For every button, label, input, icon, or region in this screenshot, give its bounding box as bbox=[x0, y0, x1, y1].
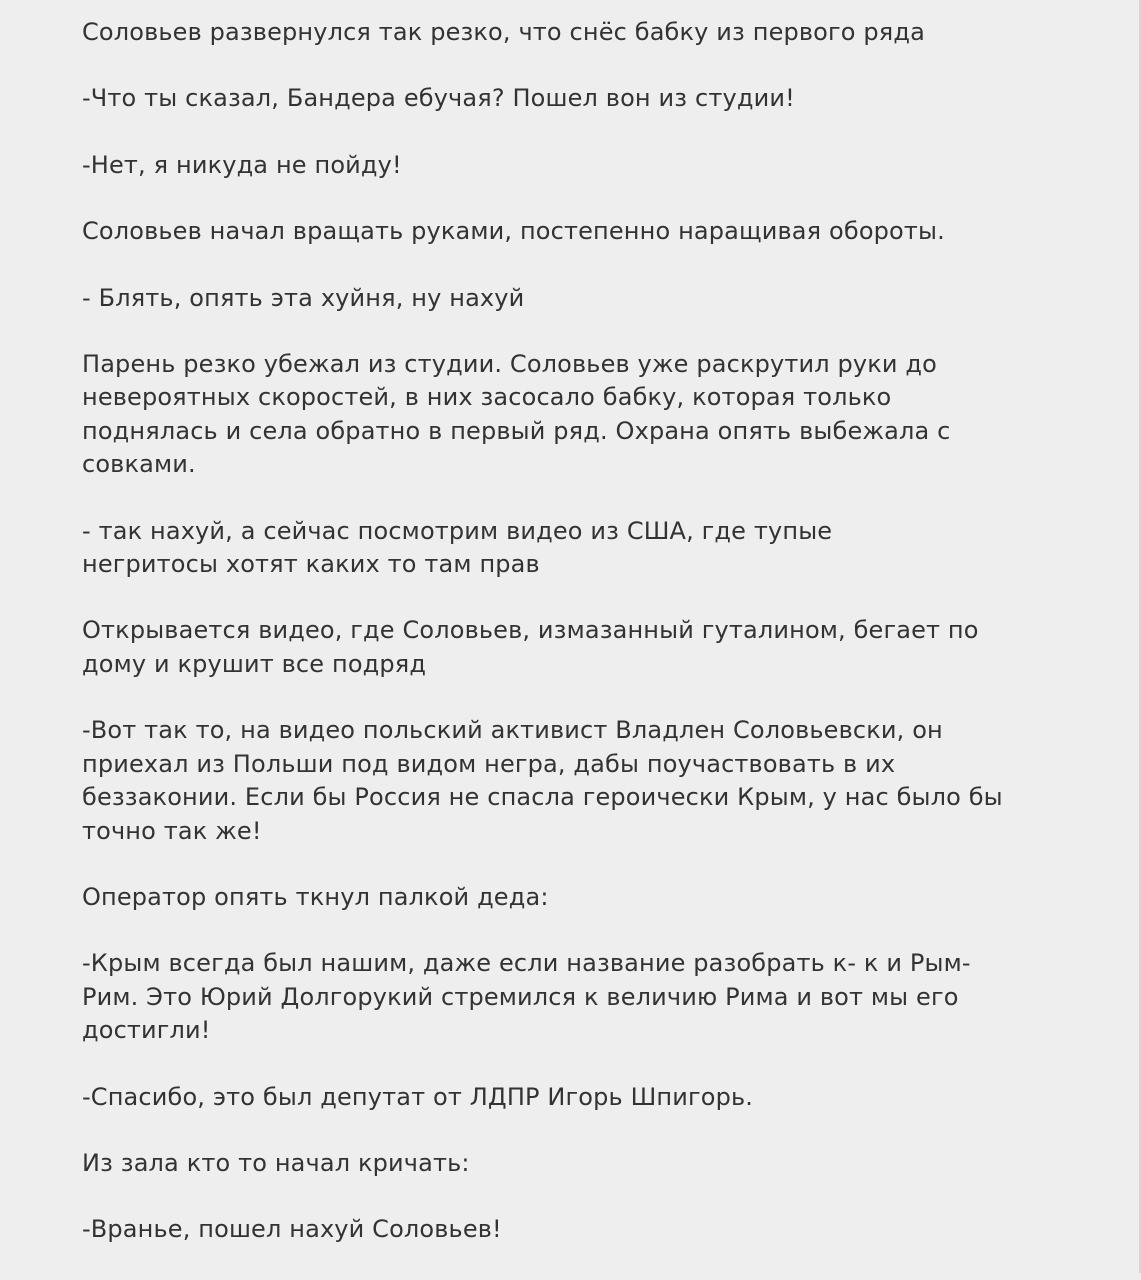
paragraph: Из зала кто то начал кричать: bbox=[82, 1148, 470, 1177]
paragraph: -Крым всегда был нашим, даже если название разобрать к- к и Рым- Рим. Это Юрий Долгорукий стремился к величию Рима и вот мы его достигли! bbox=[82, 949, 971, 1045]
paragraph: -Спасибо, это был депутат от ЛДПР Игорь Шпигорь. bbox=[82, 1082, 754, 1111]
paragraph: - Блять, опять эта хуйня, ну нахуй bbox=[82, 283, 525, 312]
paragraph: Открывается видео, где Соловьев, измазанный гуталином, бегает по дому и крушит все подряд bbox=[82, 616, 979, 678]
paragraph: Оператор опять ткнул палкой деда: bbox=[82, 882, 549, 911]
paragraph: Соловьев развернулся так резко, что снёс бабку из первого ряда bbox=[82, 18, 925, 46]
paragraph: - так нахуй, а сейчас посмотрим видео из США, где тупые негритосы хотят каких то там прав bbox=[82, 516, 833, 579]
paragraph: -Нет, я никуда не пойду! bbox=[82, 150, 402, 179]
paragraph: Парень резко убежал из студии. Соловьев уже раскрутил руки до невероятных скоростей, в них засосало бабку, которая только поднялась и села обратно в первый ряд. Охрана опять выбежала с совками. bbox=[82, 350, 951, 479]
story-text bbox=[82, 16, 1082, 1280]
paragraph: -Вранье, пошел нахуй Соловьев! bbox=[82, 1215, 502, 1244]
paragraph: -Что ты сказал, Бандера ебучая? Пошел вон из студии! bbox=[82, 84, 795, 113]
paragraph: -Вот так то, на видео польский активист Владлен Соловьевски, он приехал из Польши под видом негра, дабы поучаствовать в их беззаконии. Если бы Россия не спасла героически Крым, у нас было бы точно так же! bbox=[82, 716, 1003, 845]
paragraph: Соловьев начал вращать руками, постепенно наращивая обороты. bbox=[82, 217, 945, 246]
